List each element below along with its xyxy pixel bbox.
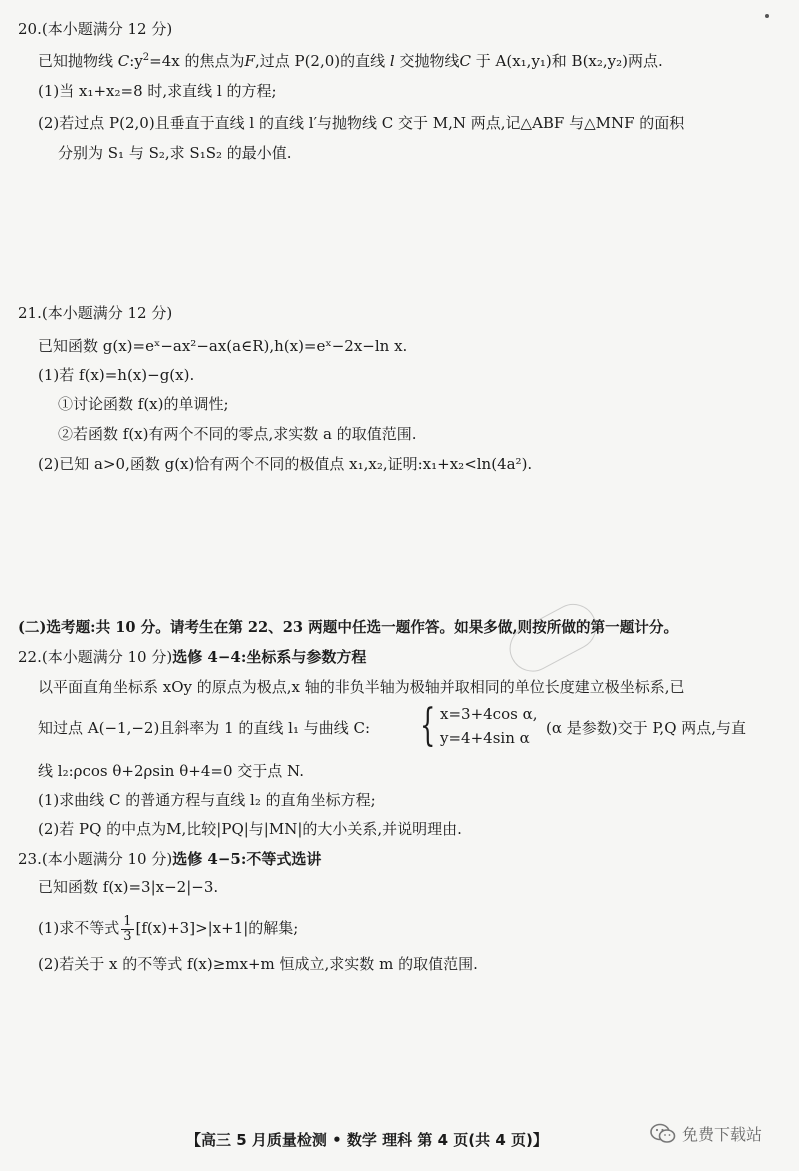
q22-parametric-system: { x=3+4cos α, y=4+4sin α: [420, 700, 538, 751]
page-footer: 【高三 5 月质量检测 • 数学 理科 第 4 页(共 4 页)】: [186, 1131, 548, 1149]
q22-stem-2a: 知过点 A(−1,−2)且斜率为 1 的直线 l₁ 与曲线 C:: [38, 719, 371, 737]
q20-heading: 20.(本小题满分 12 分): [18, 20, 173, 38]
q22-stem-2b: (α 是参数)交于 P,Q 两点,与直: [546, 719, 747, 737]
q20-part-2-cont: 分别为 S₁ 与 S₂,求 S₁S₂ 的最小值.: [58, 144, 292, 162]
q22-part-1: (1)求曲线 C 的普通方程与直线 l₂ 的直角坐标方程;: [38, 791, 376, 809]
q23-stem: 已知函数 f(x)=3|x−2|−3.: [38, 878, 219, 896]
q23-fraction: $\frac{1}{3}$: [123, 913, 132, 944]
q21-part-1-b: ②若函数 f(x)有两个不同的零点,求实数 a 的取值范围.: [58, 425, 417, 443]
wechat-label: 免费下载站: [682, 1125, 763, 1144]
wechat-icon: [650, 1123, 676, 1145]
q21-part-1: (1)若 f(x)=h(x)−g(x).: [38, 366, 195, 384]
q20-stem: 已知抛物线 $C:y^2=4x$ 的焦点为F,过点 P(2,0)的直线 l 交抛物线C 于 A(x₁,y₁)和 B(x₂,y₂)两点.: [38, 52, 663, 70]
q23-heading: 23.(本小题满分 10 分)选修 4−5:不等式选讲: [18, 850, 322, 868]
q23-part-2: (2)若关于 x 的不等式 f(x)≥mx+m 恒成立,求实数 m 的取值范围.: [38, 955, 478, 973]
scan-dot: [765, 14, 769, 18]
wechat-watermark: [650, 1122, 762, 1145]
q21-part-1-a: ①讨论函数 f(x)的单调性;: [58, 395, 229, 413]
q21-part-2: (2)已知 a>0,函数 g(x)恰有两个不同的极值点 x₁,x₂,证明:x₁+x₂<ln(4a²).: [38, 455, 533, 473]
q21-stem: 已知函数 g(x)=eˣ−ax²−ax(a∈R),h(x)=eˣ−2x−ln x.: [38, 337, 408, 355]
q22-stem-3: 线 l₂:ρcos θ+2ρsin θ+4=0 交于点 N.: [38, 762, 304, 780]
q23-part-1: (1)求不等式 $\frac{1}{3}$ [f(x)+3]>|x+1|的解集;: [38, 913, 299, 944]
q20-part-2: (2)若过点 P(2,0)且垂直于直线 l 的直线 l′与抛物线 C 交于 M,N 两点,记△ABF 与△MNF 的面积: [38, 114, 685, 132]
q22-sys-line-1: x=3+4cos α,: [440, 705, 538, 723]
q22-sys-line-2: y=4+4sin α: [440, 729, 530, 747]
optional-section-heading: (二)选考题:共 10 分。请考生在第 22、23 两题中任选一题作答。如果多做,则按所做的第一题计分。: [18, 619, 679, 636]
q22-part-2: (2)若 PQ 的中点为M,比较|PQ|与|MN|的大小关系,并说明理由.: [38, 820, 462, 838]
q20-part-1: (1)当 x₁+x₂=8 时,求直线 l 的方程;: [38, 82, 277, 100]
q21-heading: 21.(本小题满分 12 分): [18, 304, 173, 322]
q22-heading: 22.(本小题满分 10 分)选修 4−4:坐标系与参数方程: [18, 648, 367, 666]
q22-stem-1: 以平面直角坐标系 xOy 的原点为极点,x 轴的非负半轴为极轴并取相同的单位长度建立极坐标系,已: [38, 678, 685, 696]
